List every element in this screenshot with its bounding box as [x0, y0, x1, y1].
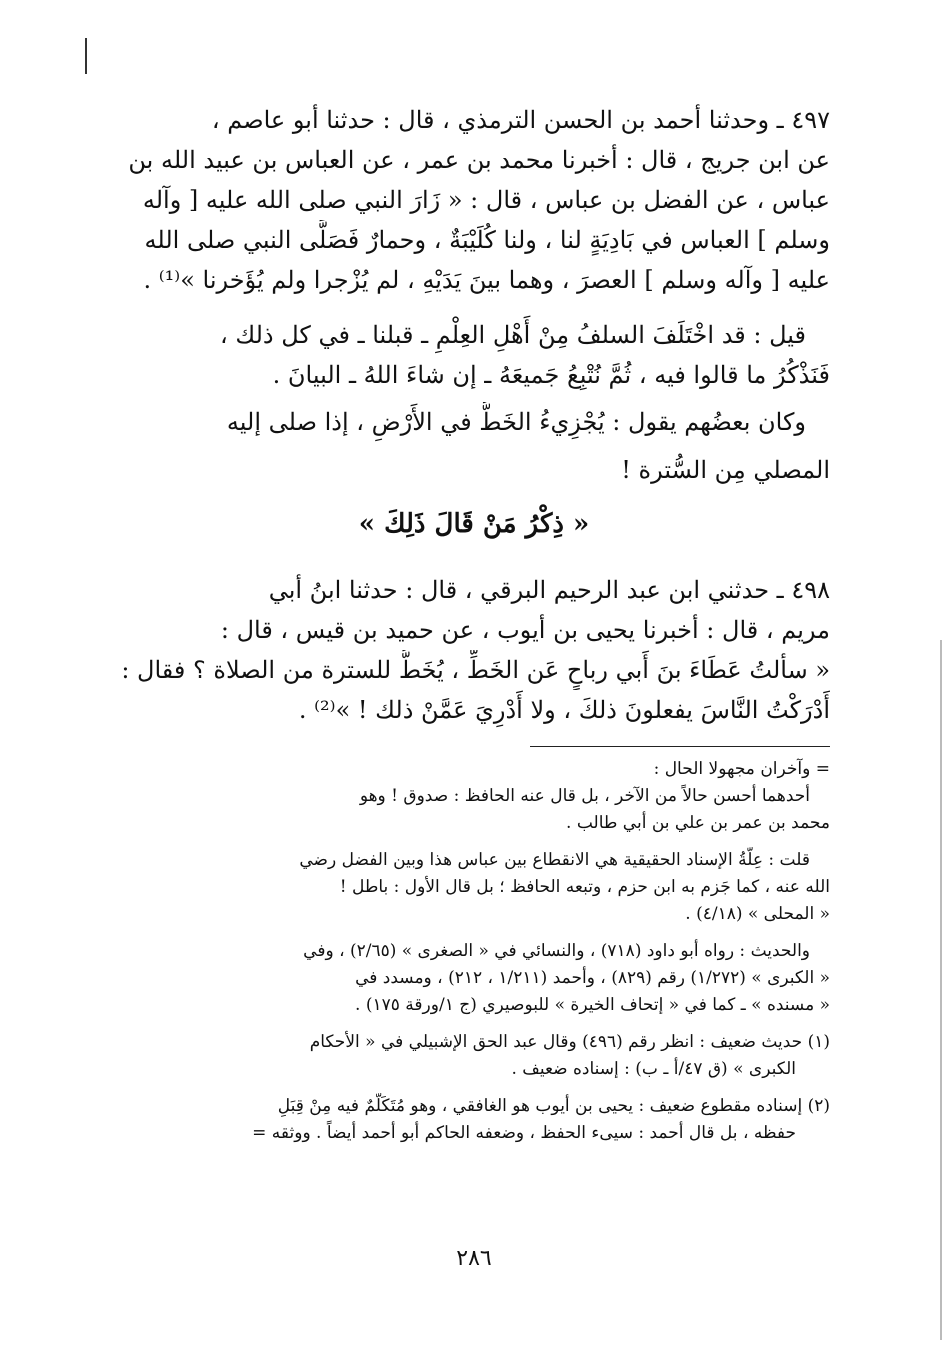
- footnote-line: (١) حديث ضعيف : انظر رقم (٤٩٦) وقال عبد الحق الإشبيلي في « الأحكام: [309, 1032, 830, 1052]
- text-line: ٤٩٧ ـ وحدثنا أحمد بن الحسن الترمذي ، قال : حدثنا أبو عاصم ،: [211, 106, 830, 134]
- text-line: عباس ، عن الفضل بن عباس ، قال : « زَارَ النبي صلى الله عليه [ وآله: [142, 186, 830, 214]
- footnote-line: « الكبرى » (١/٢٧٢) رقم (٨٢٩) ، وأحمد (١/٢١١ ، ٢١٢) ، ومسدد في: [355, 968, 830, 988]
- section-heading: « ذِكْرُ مَنْ قَالَ ذَلِكَ »: [358, 509, 590, 539]
- paragraph-497: [118, 100, 830, 300]
- text-line: فَنَذْكُرُ ما قالوا فيه ، ثُمَّ نُتْبِعُ جَميعَهُ ـ إن شاءَ اللهُ ـ البيانَ .: [272, 361, 830, 389]
- footnote-divider: [530, 746, 830, 747]
- footnote-line: « المحلى » (٤/١٨) .: [685, 904, 830, 924]
- footnote-2: [100, 1093, 830, 1147]
- footnote-line: محمد بن عمر بن علي بن أبي طالب .: [566, 813, 830, 833]
- text-line: قيل : قد اخْتَلَفَ السلفُ مِنْ أَهْلِ العِلْمِ ـ قبلنا ـ في كل ذلك ،: [220, 321, 806, 349]
- footnote-line: الله عنه ، كما جَزم به ابن حزم ، وتبعه الحافظ ؛ بل قال الأول : باطل !: [339, 877, 830, 897]
- text-line: مريم ، قال : أخبرنا يحيى بن أيوب ، عن حميد بن قيس ، قال :: [220, 616, 830, 644]
- footnote-line: = وآخران مجهولا الحال :: [653, 759, 830, 779]
- footnote-qult: [100, 847, 830, 928]
- paragraph-kana: [118, 402, 830, 490]
- footnote-line: حفظه ، بل قال أحمد : سيىء الحفظ ، وضعفه الحاكم أبو أحمد أيضاً . ووثقه =: [252, 1123, 796, 1143]
- text-line: وكان بعضُهم يقول : يُجْزِيءُ الخَطُّ في الأَرْضِ ، إذا صلى إليه: [226, 408, 806, 436]
- page-number: ٢٨٦: [456, 1246, 492, 1271]
- footnote-line: الكبرى » (ق ٤٧/أ ـ ب) : إسناده ضعيف .: [511, 1059, 796, 1079]
- paragraph-qil: [118, 315, 830, 395]
- footnote-line: قلت : عِلَّةُ الإسناد الحقيقية هي الانقطاع بين عباس هذا وبين الفضل رضي: [299, 850, 810, 870]
- footnote-continuation: [100, 756, 830, 837]
- scan-edge: [940, 640, 942, 1340]
- text-line: وسلم ] العباس في بَادِيَةٍ لنا ، ولنا كُلَيْبَةٌ ، وحمارٌ فَصَلَّى النبي صلى الله: [144, 226, 830, 254]
- footnote-hadith: [100, 938, 830, 1019]
- paragraph-498: [118, 570, 830, 730]
- text-line: أَدْرَكْتُ النَّاسَ يفعلونَ ذلكَ ، ولا أَدْرِيَ عَمَّنْ ذلك ! »⁽²⁾ .: [298, 696, 830, 724]
- text-line: « سألتُ عَطَاءَ بنَ أَبي رباحٍ عَن الخَطِّ ، يُخَطُّ للسترة من الصلاة ؟ فقال :: [121, 656, 830, 684]
- text-line: عن ابن جريج ، قال : أخبرنا محمد بن عمر ، عن العباس بن عبيد الله بن: [128, 146, 830, 174]
- text-line: ٤٩٨ ـ حدثني ابن عبد الرحيم البرقي ، قال : حدثنا ابنُ أبي: [268, 576, 830, 604]
- footnote-line: أحدهما أحسن حالاً من الآخر ، بل قال عنه الحافظ : صدوق ! وهو: [359, 786, 810, 806]
- text-line: المصلي مِن السُّترة !: [621, 456, 830, 484]
- footnotes: [100, 756, 830, 1147]
- footnote-line: (٢) إسناده مقطوع ضعيف : يحيى بن أيوب هو الغافقي ، وهو مُتَكَلَّمٌ فيه مِنْ قِبَلِ: [277, 1096, 830, 1116]
- footnote-line: والحديث : رواه أبو داود (٧١٨) ، والنسائي في « الصغرى » (٢/٦٥) ، وفي: [303, 941, 810, 961]
- footnote-line: « مسنده » ـ كما في « إتحاف الخيرة » للبوصيري (ج ١/ورقة ١٧٥) .: [355, 995, 830, 1015]
- margin-mark: [85, 38, 87, 74]
- footnote-1: [100, 1029, 830, 1083]
- text-line: عليه [ وآله وسلم ] العصرَ ، وهما بينَ يَدَيْهِ ، لم يُزْجرا ولم يُؤَخرنا »⁽¹⁾ .: [143, 266, 830, 294]
